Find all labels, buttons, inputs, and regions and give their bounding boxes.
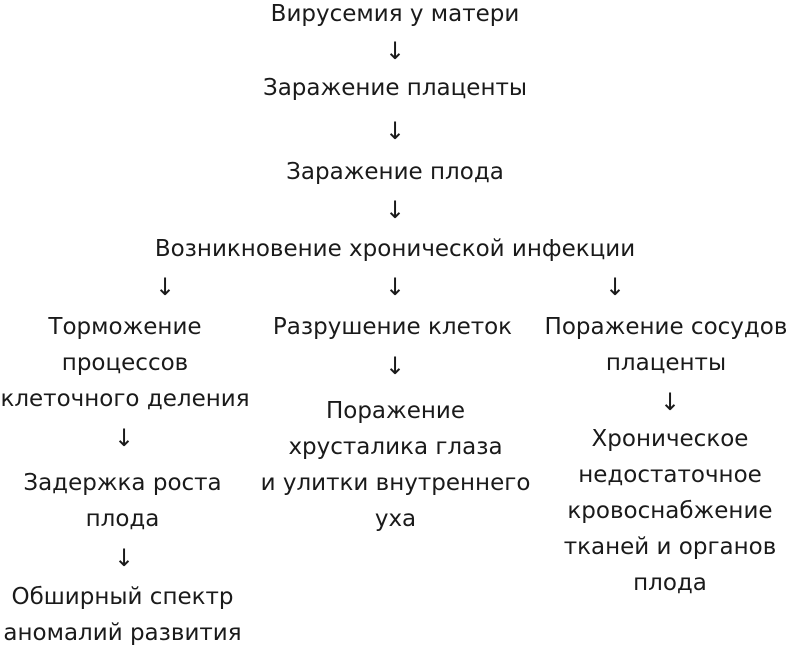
arrow-down-icon: ↓ (384, 196, 406, 224)
node-line: недостаточное (578, 462, 762, 488)
arrow-down-icon: ↓ (659, 388, 681, 416)
node-line: и улитки внутреннего (260, 470, 531, 496)
node-cell-destruction (260, 309, 525, 345)
node-line: тканей и органов (563, 534, 777, 560)
node-line: клеточного деления (0, 386, 250, 412)
node-fetus-infection: Заражение плода (286, 159, 504, 185)
node-line: процессов (61, 350, 189, 376)
node-line: Поражение (325, 398, 466, 424)
node-line: Задержка роста (23, 470, 222, 496)
node-placenta-infection: Заражение плаценты (262, 75, 528, 101)
node-viremia-mother: Вирусемия у матери (270, 1, 520, 27)
node-line: уха (374, 506, 417, 532)
node-line: Обширный спектр (11, 584, 234, 610)
node-lens-cochlea-damage (258, 393, 533, 537)
node-chronic-blood-supply-deficit (545, 421, 790, 601)
node-line: Торможение (48, 314, 202, 340)
node-line: аномалий развития (3, 620, 242, 646)
arrow-down-icon: ↓ (384, 117, 406, 145)
node-line: плода (85, 506, 160, 532)
arrow-down-icon: ↓ (113, 544, 135, 572)
arrow-down-icon: ↓ (384, 37, 406, 65)
node-cell-division-inhibition (0, 309, 250, 417)
node-placental-vessels-damage (542, 309, 790, 381)
arrow-down-icon: ↓ (384, 273, 406, 301)
arrow-down-icon: ↓ (113, 424, 135, 452)
arrow-down-icon: ↓ (154, 273, 176, 301)
node-line: хрусталика глаза (288, 434, 503, 460)
node-line: плода (633, 570, 707, 596)
arrow-down-icon: ↓ (384, 352, 406, 380)
arrow-down-icon: ↓ (604, 273, 626, 301)
node-line: Поражение сосудов (544, 314, 788, 340)
node-growth-delay (0, 465, 245, 537)
node-line: Разрушение клеток (272, 314, 513, 340)
node-chronic-infection: Возникновение хронической инфекции (154, 236, 636, 262)
node-line: кровоснабжение (567, 498, 773, 524)
node-line: Хроническое (591, 426, 749, 452)
node-anomalies-spectrum (0, 579, 245, 651)
node-line: плаценты (605, 350, 727, 376)
